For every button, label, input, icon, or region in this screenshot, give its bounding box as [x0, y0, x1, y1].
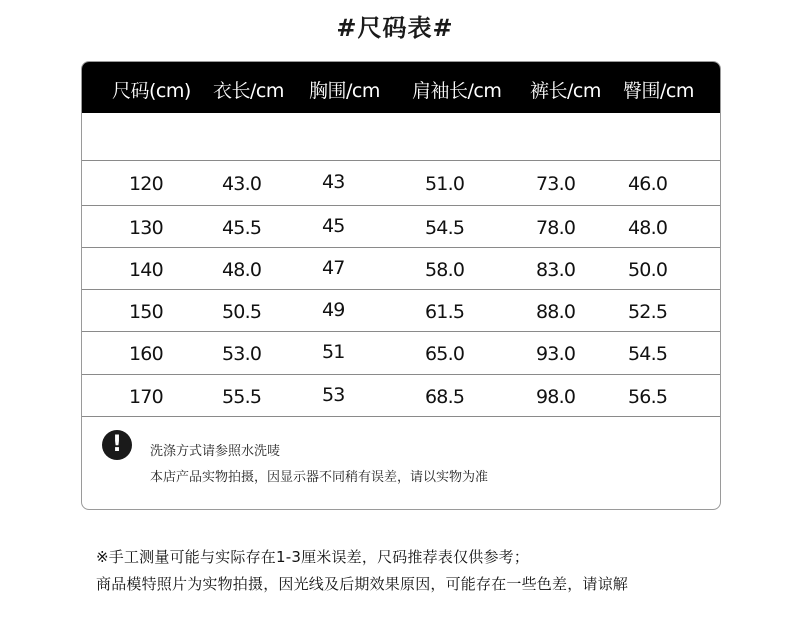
- table-row: [82, 248, 721, 290]
- color-difference-note: 商品模特照片为实物拍摄，因光线及后期效果原因，可能存在一些色差，请谅解: [96, 575, 629, 593]
- table-cell: 98.0: [536, 386, 576, 408]
- washing-instructions-text: 洗涤方式请参照水洗唛: [150, 444, 281, 459]
- table-row: [82, 161, 721, 206]
- table-cell: 170: [129, 386, 163, 408]
- table-cell: 68.5: [425, 386, 465, 408]
- table-cell: 48.0: [222, 259, 262, 281]
- table-cell: 50.0: [628, 259, 668, 281]
- size-chart-card: [81, 61, 721, 510]
- photo-disclaimer-text: 本店产品实物拍摄，因显示器不同稍有误差，请以实物为准: [150, 470, 489, 485]
- table-cell: 51.0: [425, 173, 465, 195]
- table-cell: 55.5: [222, 386, 262, 408]
- header-pants-length: 裤长/cm: [530, 80, 601, 102]
- table-cell: 48.0: [628, 217, 668, 239]
- table-row: [82, 206, 721, 248]
- table-cell: 47: [322, 257, 345, 279]
- table-row: [82, 332, 721, 375]
- table-cell: 43.0: [222, 173, 262, 195]
- table-cell: 58.0: [425, 259, 465, 281]
- table-cell: 93.0: [536, 343, 576, 365]
- header-size: 尺码(cm): [112, 80, 191, 102]
- exclamation-icon: !: [102, 430, 132, 460]
- measurement-note: ※手工测量可能与实际存在1-3厘米误差，尺码推荐表仅供参考；: [96, 548, 530, 566]
- table-cell: 50.5: [222, 301, 262, 323]
- table-cell: 73.0: [536, 173, 576, 195]
- care-notice: [102, 428, 702, 488]
- table-row: [82, 113, 721, 161]
- table-cell: 46.0: [628, 173, 668, 195]
- header-hip: 臀围/cm: [623, 80, 694, 102]
- table-cell: 65.0: [425, 343, 465, 365]
- header-shoulder-sleeve: 肩袖长/cm: [412, 80, 502, 102]
- table-cell: 45.5: [222, 217, 262, 239]
- table-cell: 120: [129, 173, 163, 195]
- table-cell: 54.5: [628, 343, 668, 365]
- table-cell: 61.5: [425, 301, 465, 323]
- table-cell: 130: [129, 217, 163, 239]
- table-cell: 88.0: [536, 301, 576, 323]
- table-row: [82, 375, 721, 417]
- table-cell: 51: [322, 341, 345, 363]
- table-cell: 53: [322, 384, 345, 406]
- table-cell: 78.0: [536, 217, 576, 239]
- table-header: [82, 62, 720, 113]
- header-chest: 胸围/cm: [309, 80, 380, 102]
- table-cell: 43: [322, 171, 345, 193]
- table-cell: 56.5: [628, 386, 668, 408]
- table-row: [82, 290, 721, 332]
- table-cell: 150: [129, 301, 163, 323]
- table-cell: 54.5: [425, 217, 465, 239]
- table-cell: 45: [322, 215, 345, 237]
- page-title: #尺码表#: [336, 14, 454, 42]
- table-cell: 49: [322, 299, 345, 321]
- table-cell: 160: [129, 343, 163, 365]
- table-cell: 53.0: [222, 343, 262, 365]
- table-cell: 52.5: [628, 301, 668, 323]
- table-cell: 83.0: [536, 259, 576, 281]
- header-garment-length: 衣长/cm: [213, 80, 284, 102]
- table-cell: 140: [129, 259, 163, 281]
